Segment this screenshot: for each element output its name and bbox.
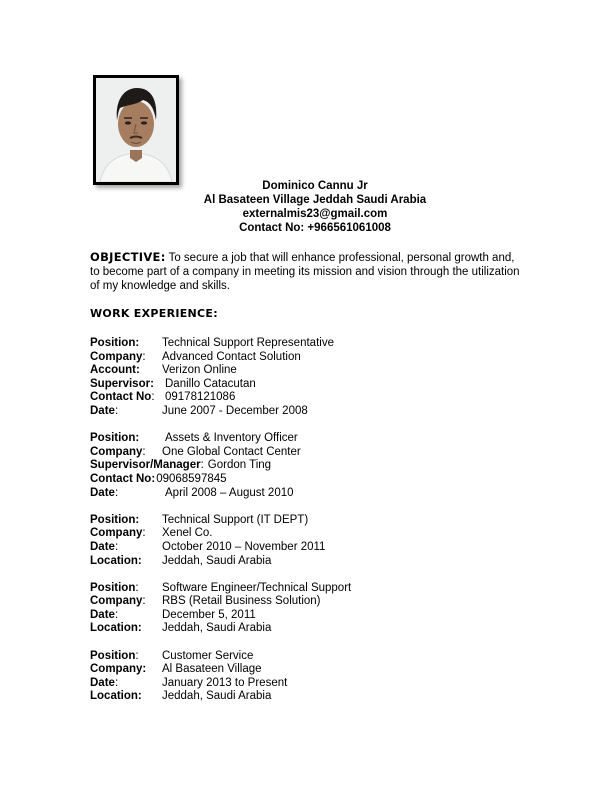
field-value: December 5, 2011	[162, 608, 256, 621]
field-value: One Global Contact Center	[162, 445, 301, 458]
job-entry	[90, 650, 530, 704]
job-field-row	[90, 555, 530, 569]
field-value: Technical Support (IT DEPT)	[162, 513, 309, 526]
field-label: Company:	[90, 595, 146, 608]
portrait-illustration	[96, 78, 176, 182]
field-label: Supervisor:	[90, 377, 154, 390]
field-label: Date:	[90, 486, 119, 499]
job-field-row	[90, 351, 530, 365]
work-experience-list	[90, 337, 530, 718]
field-label: Contact No:09068597845	[90, 472, 227, 485]
job-field-row	[90, 391, 530, 405]
field-label: Date:	[90, 404, 119, 417]
field-value: 09068597845	[156, 472, 227, 485]
field-value: Jeddah, Saudi Arabia	[162, 690, 272, 703]
field-value: Assets & Inventory Officer	[165, 432, 298, 445]
field-value: Software Engineer/Technical Support	[162, 581, 352, 594]
job-entry	[90, 582, 530, 636]
field-label: Supervisor/Manager: Gordon Ting	[90, 459, 272, 472]
field-value: Jeddah, Saudi Arabia	[162, 622, 272, 635]
field-value: Jeddah, Saudi Arabia	[162, 554, 272, 567]
field-label: Company:	[90, 350, 146, 363]
field-label: Location:	[90, 554, 142, 567]
job-field-row	[90, 677, 530, 691]
job-field-row	[90, 541, 530, 555]
field-value: Danillo Catacutan	[165, 377, 256, 390]
field-label: Company:	[90, 445, 146, 458]
job-field-row	[90, 473, 530, 487]
field-label: Location:	[90, 690, 142, 703]
field-label: Account:	[90, 364, 140, 377]
field-label: Date:	[90, 540, 119, 553]
field-value: Xenel Co.	[162, 527, 213, 540]
field-value: Al Basateen Village	[162, 663, 262, 676]
field-label: Position:	[90, 337, 140, 349]
job-field-row	[90, 459, 530, 473]
field-value: Gordon Ting	[207, 459, 272, 472]
job-field-row	[90, 378, 530, 392]
job-field-row	[90, 364, 530, 378]
field-value: June 2007 - December 2008	[162, 404, 308, 417]
job-field-row	[90, 609, 530, 623]
field-value: Verizon Online	[162, 364, 237, 377]
field-value: Technical Support Representative	[162, 337, 334, 349]
job-field-row	[90, 595, 530, 609]
job-entry	[90, 432, 530, 500]
field-value: 09178121086	[165, 391, 236, 404]
job-field-row	[90, 663, 530, 677]
objective-section	[90, 250, 520, 294]
candidate-email: externalmis23@gmail.com	[242, 208, 388, 220]
job-field-row	[90, 622, 530, 636]
field-label: Date:	[90, 676, 119, 689]
field-value: January 2013 to Present	[162, 676, 288, 689]
profile-photo	[93, 75, 179, 185]
field-label: Company:	[90, 663, 147, 676]
job-field-row	[90, 405, 530, 419]
field-label: Position:	[90, 432, 140, 445]
work-experience-title: WORK EXPERIENCE:	[90, 307, 218, 320]
field-label: Position:	[90, 513, 140, 526]
job-entry	[90, 514, 530, 568]
field-value: April 2008 – August 2010	[165, 486, 294, 499]
candidate-name: Dominico Cannu Jr	[262, 180, 368, 192]
field-label: Location:	[90, 622, 142, 635]
field-label: Company:	[90, 527, 146, 540]
job-field-row	[90, 514, 530, 528]
field-label: Contact No:	[90, 391, 155, 404]
field-value: Customer Service	[162, 649, 254, 662]
field-value: RBS (Retail Business Solution)	[162, 595, 321, 608]
job-field-row	[90, 337, 530, 351]
contact-header	[180, 179, 450, 235]
job-field-row	[90, 487, 530, 501]
job-field-row	[90, 527, 530, 541]
field-label: Date:	[90, 608, 119, 621]
job-field-row	[90, 650, 530, 664]
field-label: Position:	[90, 581, 139, 594]
job-field-row	[90, 690, 530, 704]
candidate-contact-number: Contact No: +966561061008	[239, 222, 391, 234]
job-field-row	[90, 432, 530, 446]
candidate-address: Al Basateen Village Jeddah Saudi Arabia	[203, 194, 427, 206]
job-field-row	[90, 446, 530, 460]
job-entry	[90, 337, 530, 419]
field-value: Advanced Contact Solution	[162, 350, 301, 363]
field-value: October 2010 – November 2011	[162, 540, 326, 553]
objective-label: OBJECTIVE:	[90, 250, 166, 264]
job-field-row	[90, 582, 530, 596]
field-label: Position:	[90, 649, 139, 662]
objective-text: To secure a job that will enhance professional, personal growth and, to become part of a company in meeting its mission and vision through the utilization of my knowledge and skills.	[90, 252, 520, 293]
